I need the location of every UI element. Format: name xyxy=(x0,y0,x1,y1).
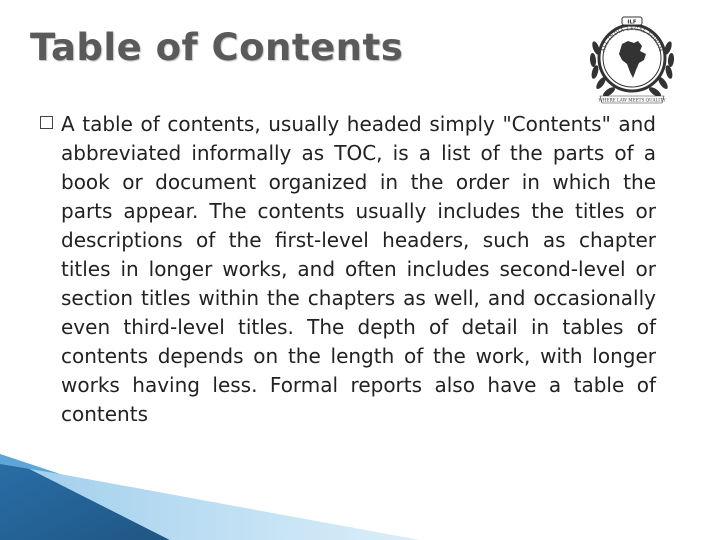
decorative-swoosh xyxy=(0,440,420,540)
logo-badge-text: ILF xyxy=(627,19,637,26)
paragraph-text: A table of contents, usually headed simply "Contents" and abbreviated informally as TOC, is a list of the parts of a book or document organized in the order in which the parts appear. The contents usually includes the titles or descriptions of the first-level headers, such as chapter titles in longer works, and often includes second-level or section titles within the chapters as well, and occasionally even third-level titles. The depth of detail in tables of contents depends on the length of the work, with longer works having less. Formal reports also have a table of contents xyxy=(61,112,656,426)
slide-title: Table of Contents xyxy=(30,26,404,69)
logo-top-text: ALL INDIA LEGAL FORUM xyxy=(600,25,664,53)
india-map-emblem-icon xyxy=(582,8,682,108)
square-bullet-icon xyxy=(40,116,53,129)
content-block xyxy=(40,110,656,429)
logo-tagline: WHERE LAW MEETS QUALITY xyxy=(598,97,666,103)
